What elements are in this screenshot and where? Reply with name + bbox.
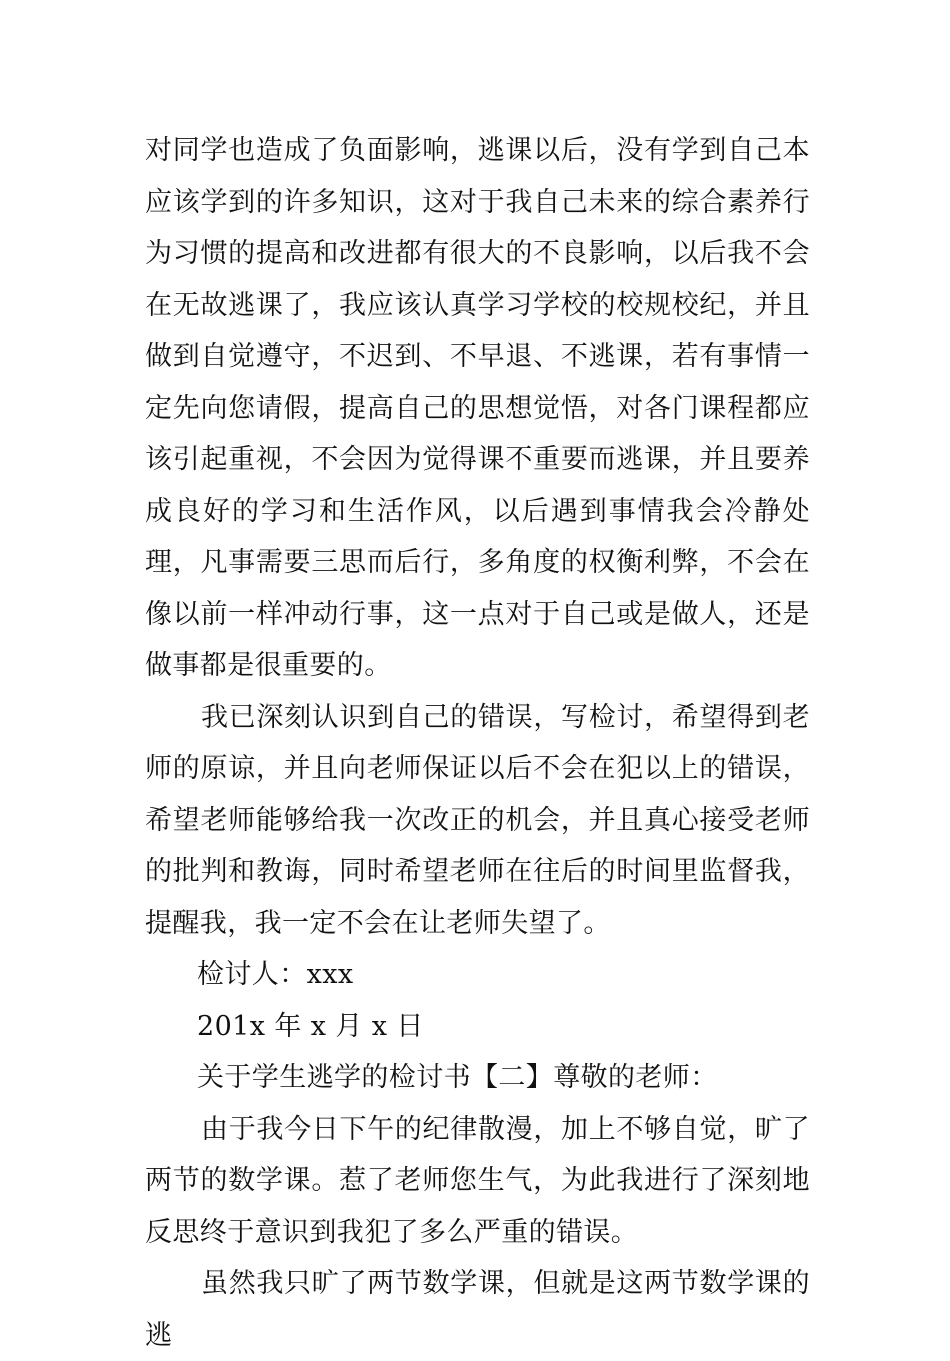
- paragraph-consequences: 对同学也造成了负面影响，逃课以后，没有学到自己本应该学到的许多知识，这对于我自己未来的综合素养行为习惯的提高和改进都有很大的不良影响，以后我不会在无故逃课了，我应该认真学习学校的校规校纪，并且做到自觉遵守，不迟到、不早退、不逃课，若有事情一定先向您请假，提高自己的思想觉悟，对各门课程都应该引起重视，不会因为觉得课不重要而逃课，并且要养成良好的学习和生活作风，以后遇到事情我会冷静处理，凡事需要三思而后行，多角度的权衡利弊，不会在像以前一样冲动行事，这一点对于自己或是做人，还是做事都是很重要的。: [145, 135, 810, 681]
- date-line: 201x 年 x 月 x 日: [197, 1010, 424, 1042]
- signer-line: 检讨人：xxx: [197, 959, 354, 990]
- document-body: [145, 125, 810, 1361]
- section-heading: 关于学生逃学的检讨书【二】尊敬的老师：: [197, 1062, 718, 1093]
- paragraph-apology: 我已深刻认识到自己的错误，写检讨，希望得到老师的原谅，并且向老师保证以后不会在犯以上的错误，希望老师能够给我一次改正的机会，并且真心接受老师的批判和教诲，同时希望老师在往后的时间里监督我，提醒我，我一定不会在让老师失望了。: [145, 701, 810, 939]
- paragraph-reason: 由于我今日下午的纪律散漫，加上不够自觉，旷了两节的数学课。惹了老师您生气，为此我进行了深刻地反思终于意识到我犯了多么严重的错误。: [145, 1113, 810, 1248]
- paragraph-continued: 虽然我只旷了两节数学课，但就是这两节数学课的逃: [145, 1268, 810, 1351]
